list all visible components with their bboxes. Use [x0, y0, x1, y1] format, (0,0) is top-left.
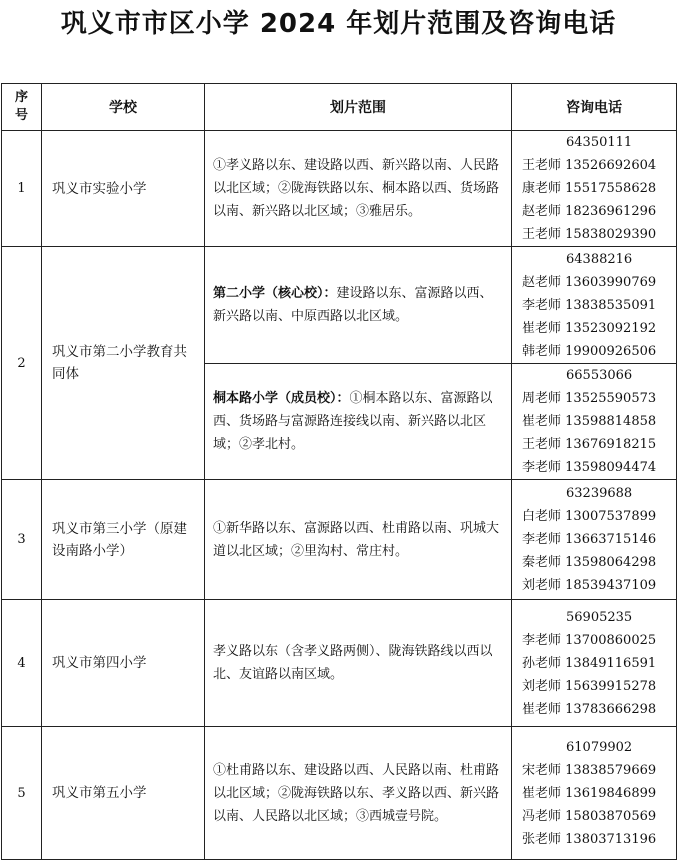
teacher-phone: 13803713196: [565, 831, 657, 847]
row-seq: 1: [2, 131, 42, 247]
teacher-phone: 13523092192: [565, 320, 657, 336]
teacher-name: 韩老师: [522, 343, 562, 359]
teacher-phone: 15639915278: [565, 678, 657, 694]
row-seq: 4: [2, 600, 42, 727]
table-row: [2, 131, 677, 247]
teacher-name: 王老师: [522, 437, 562, 452]
zoning-area: ①孝义路以东、建设路以西、新兴路以南、人民路以北区域；②陇海铁路以东、桐本路以西、货场路以南、新兴路以北区域；③雅居乐。: [205, 131, 512, 247]
school-name: 巩义市第四小学: [42, 600, 205, 727]
zoning-area: ①杜甫路以东、建设路以西、人民路以南、杜甫路以北区域；②陇海铁路以东、孝义路以西、新兴路以南、人民路以北区域；③西城壹号院。: [205, 727, 512, 860]
teacher-name: 康老师: [522, 181, 562, 196]
main-phone: 63239688: [566, 486, 633, 501]
contact-person: [522, 698, 676, 721]
contact-person: [522, 410, 676, 433]
teacher-name: 崔老师: [522, 785, 562, 801]
contact-person: [522, 528, 676, 551]
teacher-name: 冯老师: [522, 808, 562, 824]
contact-person: [522, 574, 676, 597]
row-seq: 3: [2, 480, 42, 600]
teacher-phone: 13849116591: [565, 655, 657, 671]
contact-cell: [512, 247, 677, 364]
school-name: 巩义市第二小学教育共同体: [42, 247, 205, 480]
school-zoning-table: [1, 83, 677, 860]
main-phone: 66553066: [566, 368, 633, 383]
contact-person: [522, 759, 676, 782]
main-phone: 64388216: [566, 251, 633, 267]
contact-person: [522, 433, 676, 456]
table-row: [2, 247, 677, 364]
teacher-name: 刘老师: [522, 578, 562, 593]
row-seq: 5: [2, 727, 42, 860]
teacher-phone: 13598094474: [565, 460, 657, 475]
contact-person: [522, 629, 676, 652]
contact-person: [522, 154, 676, 177]
contact-cell: [512, 480, 677, 600]
campus-label: 桐本路小学（成员校）：: [213, 391, 350, 406]
header-seq: [2, 84, 42, 131]
zoning-area: [205, 364, 512, 480]
contact-person: [522, 675, 676, 698]
header-school: 学校: [42, 84, 205, 131]
header-area: 划片范围: [205, 84, 512, 131]
teacher-phone: 15803870569: [565, 808, 657, 824]
teacher-phone: 13783666298: [565, 701, 657, 717]
contact-cell: [512, 364, 677, 480]
school-name: 巩义市第五小学: [42, 727, 205, 860]
teacher-phone: 15517558628: [565, 181, 657, 196]
teacher-name: 赵老师: [522, 274, 562, 290]
teacher-name: 张老师: [522, 831, 562, 847]
main-phone: 56905235: [566, 609, 633, 625]
teacher-name: 王老师: [522, 227, 562, 242]
teacher-name: 白老师: [522, 509, 562, 524]
teacher-name: 崔老师: [522, 414, 562, 429]
table-row: [2, 727, 677, 860]
contact-person: [522, 551, 676, 574]
header-seq-line1: 序: [14, 90, 28, 105]
contact-person: [522, 782, 676, 805]
teacher-phone: 18236961296: [565, 204, 657, 219]
teacher-name: 赵老师: [522, 204, 562, 219]
contact-person: [522, 200, 676, 223]
zoning-area: [205, 247, 512, 364]
contact-person: [522, 805, 676, 828]
teacher-phone: 13619846899: [565, 785, 657, 801]
teacher-name: 孙老师: [522, 655, 562, 671]
teacher-phone: 13663715146: [565, 532, 657, 547]
contact-person: [522, 456, 676, 479]
teacher-phone: 13700860025: [565, 632, 657, 648]
main-phone: 61079902: [566, 739, 633, 755]
teacher-phone: 13598064298: [565, 555, 657, 570]
teacher-phone: 18539437109: [565, 578, 657, 593]
table-header-row: [2, 84, 677, 131]
contact-person: [522, 652, 676, 675]
contact-cell: [512, 727, 677, 860]
campus-label: 第二小学（核心校）：: [213, 286, 337, 301]
contact-person: [522, 317, 676, 340]
zoning-area: ①新华路以东、富源路以西、杜甫路以南、巩城大道以北区域；②里沟村、常庄村。: [205, 480, 512, 600]
teacher-phone: 13525590573: [565, 391, 657, 406]
teacher-phone: 13598814858: [565, 414, 657, 429]
contact-person: [522, 505, 676, 528]
contact-cell: [512, 131, 677, 247]
contact-cell: [512, 600, 677, 727]
header-contact: 咨询电话: [512, 84, 677, 131]
row-seq: 2: [2, 247, 42, 480]
teacher-phone: 13676918215: [565, 437, 657, 452]
contact-person: [522, 294, 676, 317]
header-seq-line2: 号: [14, 108, 28, 123]
campus-area: 建设路以东、富源路以西、新兴路以南、中原西路以北区域。: [213, 286, 493, 324]
contact-person: [522, 387, 676, 410]
teacher-phone: 15838029390: [565, 227, 657, 242]
page-title: 巩义市市区小学 2024 年划片范围及咨询电话: [60, 9, 617, 39]
teacher-phone: 13603990769: [565, 274, 657, 290]
teacher-name: 宋老师: [522, 762, 562, 778]
teacher-name: 李老师: [522, 532, 562, 547]
teacher-name: 李老师: [522, 297, 562, 313]
teacher-name: 周老师: [522, 391, 562, 406]
teacher-phone: 13838535091: [565, 297, 657, 313]
campus-area: ①桐本路以东、富源路以西、货场路与富源路连接线以南、新兴路以北区域；②孝北村。: [213, 391, 493, 452]
table-row: [2, 600, 677, 727]
table-row: [2, 480, 677, 600]
zoning-area: 孝义路以东（含孝义路两侧）、陇海铁路线以西以北、友谊路以南区域。: [205, 600, 512, 727]
contact-person: [522, 177, 676, 200]
school-name: 巩义市实验小学: [42, 131, 205, 247]
contact-person: [522, 223, 676, 246]
teacher-name: 刘老师: [522, 678, 562, 694]
school-name: 巩义市第三小学（原建设南路小学）: [42, 480, 205, 600]
teacher-phone: 13526692604: [565, 158, 657, 173]
teacher-name: 秦老师: [522, 555, 562, 570]
main-phone: 64350111: [566, 135, 633, 150]
teacher-phone: 19900926506: [565, 343, 657, 359]
teacher-phone: 13838579669: [565, 762, 657, 778]
contact-person: [522, 340, 676, 363]
teacher-name: 李老师: [522, 460, 562, 475]
contact-person: [522, 828, 676, 851]
teacher-name: 崔老师: [522, 701, 562, 717]
teacher-name: 王老师: [522, 158, 562, 173]
teacher-phone: 13007537899: [565, 509, 657, 524]
teacher-name: 李老师: [522, 632, 562, 648]
teacher-name: 崔老师: [522, 320, 562, 336]
contact-person: [522, 271, 676, 294]
